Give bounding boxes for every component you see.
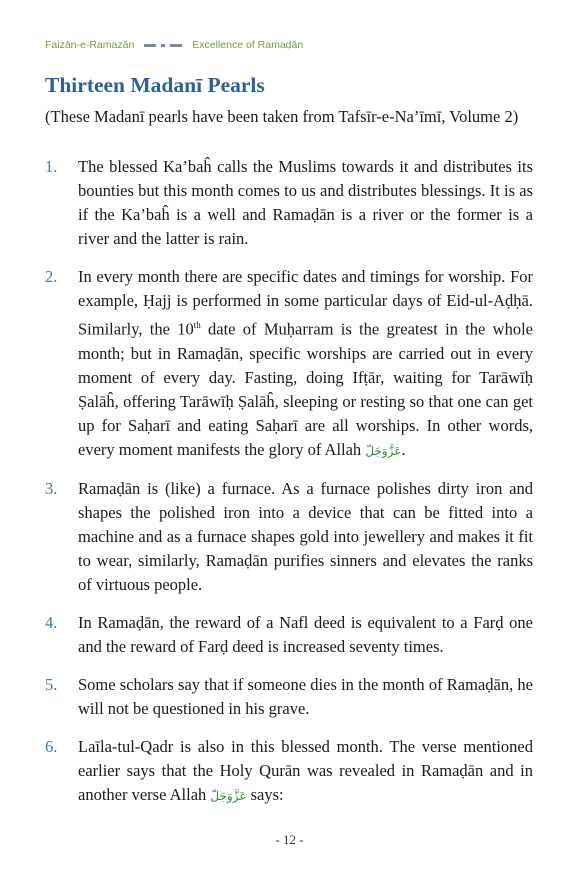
- list-item: [45, 155, 533, 251]
- item-text: In every month there are specific dates and timings for worship. For example, Ḥajj is performed in some particular days of Eid-ul-Aḍḥā. Similarly, the 10th date of Muḥarram is the greatest in the whole month; but in Ramaḍān, specific worships are carried out in every moment of every day. Fasting, doing Ifṭār, waiting for Tarāwīḥ Ṣalāĥ, offering Tarāwīḥ Ṣalāĥ, sleeping or resting so that one can get up for Saḥarī and eating Saḥarī are all worships. In other words, every moment manifests the glory of Allah عَزَّوَجَلّ.: [78, 267, 533, 459]
- list-item: [45, 477, 533, 597]
- list-item: [45, 673, 533, 721]
- section-title: Thirteen Madanī Pearls: [45, 73, 265, 97]
- item-number: 2.: [45, 267, 58, 286]
- item-text: Some scholars say that if someone dies in the month of Ramaḍān, he will not be questioned in his grave.: [78, 674, 533, 718]
- running-header: [45, 39, 303, 51]
- item-number: 1.: [45, 157, 58, 176]
- item-number: 6.: [45, 736, 58, 756]
- list-item: [45, 735, 533, 808]
- arabic-honorific: عَزَّوَجَلّ: [365, 443, 402, 458]
- intro-text: (These Madanī pearls have been taken from Tafsīr-e-Na’īmī, Volume 2): [45, 107, 519, 126]
- item-number: 3.: [45, 478, 58, 498]
- pearls-list: [45, 155, 533, 822]
- item-number: 4.: [45, 612, 58, 632]
- list-item: [45, 611, 533, 659]
- book-title: Faizān-e-Ramazān: [45, 39, 135, 51]
- arabic-honorific: عَزَّوَجَلّ: [210, 788, 247, 803]
- item-number: 5.: [45, 674, 58, 694]
- header-separator: [144, 44, 182, 47]
- item-text: In Ramaḍān, the reward of a Nafl deed is equivalent to a Farḍ one and the reward of Farḍ deed is increased seventy times.: [78, 612, 533, 656]
- item-text: The blessed Ka’baĥ calls the Muslims towards it and distributes its bounties but this month comes to us and distributes blessings. It is as if the Ka’baĥ is a well and Ramaḍān is a river or the former is a river and the latter is rain.: [78, 157, 533, 248]
- chapter-title: Excellence of Ramaḍān: [192, 39, 304, 51]
- list-item: [45, 265, 533, 463]
- item-text: Ramaḍān is (like) a furnace. As a furnace polishes dirty iron and shapes the polished iron into a device that can be fitted into a machine and as a furnace shapes gold into jewellery and makes it fit to wear, similarly, Ramaḍān purifies sinners and elevates the ranks of virtuous people.: [78, 478, 533, 594]
- item-text: Laīla-tul-Qadr is also in this blessed month. The verse mentioned earlier says that the Holy Qurān was revealed in Ramaḍān and in another verse Allah عَزَّوَجَلّ says:: [78, 736, 533, 804]
- page-number: - 12 -: [275, 832, 304, 847]
